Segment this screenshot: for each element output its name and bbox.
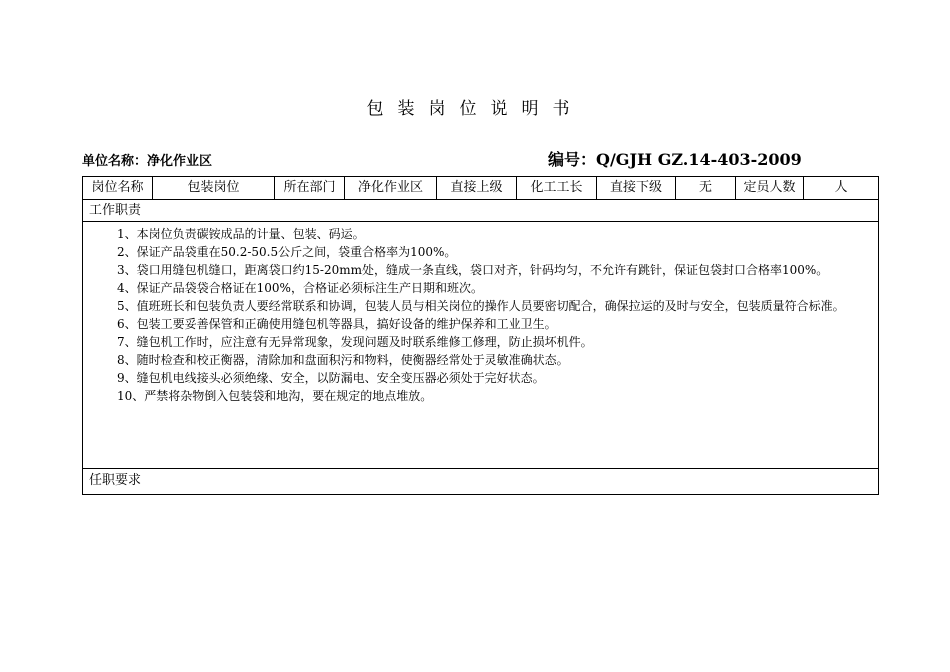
duty-item: 3、袋口用缝包机缝口，距离袋口约15-20mm处，缝成一条直线，袋口对齐，针码均匀，不允许有跳针，保证包袋封口合格率100%。 <box>117 263 829 277</box>
header-cell-superior-label: 直接上级 <box>437 177 517 199</box>
header-cell-superior-value: 化工工长 <box>517 177 597 199</box>
header-cell-department-value: 净化作业区 <box>345 177 437 199</box>
header-cell-department-label: 所在部门 <box>275 177 345 199</box>
duty-item: 4、保证产品袋袋合格证在100%，合格证必须标注生产日期和班次。 <box>117 281 483 295</box>
duties-list <box>83 225 878 469</box>
duty-item: 6、包装工要妥善保管和正确使用缝包机等器具，搞好设备的维护保养和工业卫生。 <box>117 317 557 331</box>
header-cell-headcount-label: 定员人数 <box>736 177 804 199</box>
header-cell-position-label: 岗位名称 <box>83 177 153 199</box>
duty-item: 9、缝包机电线接头必须绝缘、安全，以防漏电、安全变压器必须处于完好状态。 <box>117 371 545 385</box>
document-code: 编号：Q/GJH GZ.14-403-2009 <box>548 150 802 169</box>
duty-item: 8、随时检查和校正衡器，清除加和盘面积污和物料，使衡器经常处于灵敏准确状态。 <box>117 353 569 367</box>
duty-item: 2、保证产品袋重在50.2-50.5公斤之间，袋重合格率为100%。 <box>117 245 457 259</box>
duty-item: 5、值班班长和包装负责人要经常联系和协调，包装人员与相关岗位的操作人员要密切配合，确保拉运的及时与安全，包装质量符合标准。 <box>117 299 845 313</box>
header-cell-subordinate-value: 无 <box>676 177 736 199</box>
document-title: 包装岗位说明书 <box>366 99 584 119</box>
header-cell-position-value: 包装岗位 <box>153 177 275 199</box>
header-cell-headcount-value: 人 <box>834 180 848 195</box>
job-description-table <box>82 176 879 495</box>
duty-item: 10、严禁将杂物倒入包装袋和地沟，要在规定的地点堆放。 <box>117 389 433 403</box>
duty-item: 1、本岗位负责碳铵成品的计量、包装、码运。 <box>117 227 365 241</box>
header-row <box>83 177 878 200</box>
unit-name: 单位名称：净化作业区 <box>82 154 213 169</box>
requirements-label: 任职要求 <box>89 473 142 488</box>
duties-label: 工作职责 <box>83 200 878 222</box>
header-cell-subordinate-label: 直接下级 <box>597 177 676 199</box>
duty-item: 7、缝包机工作时，应注意有无异常现象，发现问题及时联系维修工修理，防止损坏机件。 <box>117 335 593 349</box>
